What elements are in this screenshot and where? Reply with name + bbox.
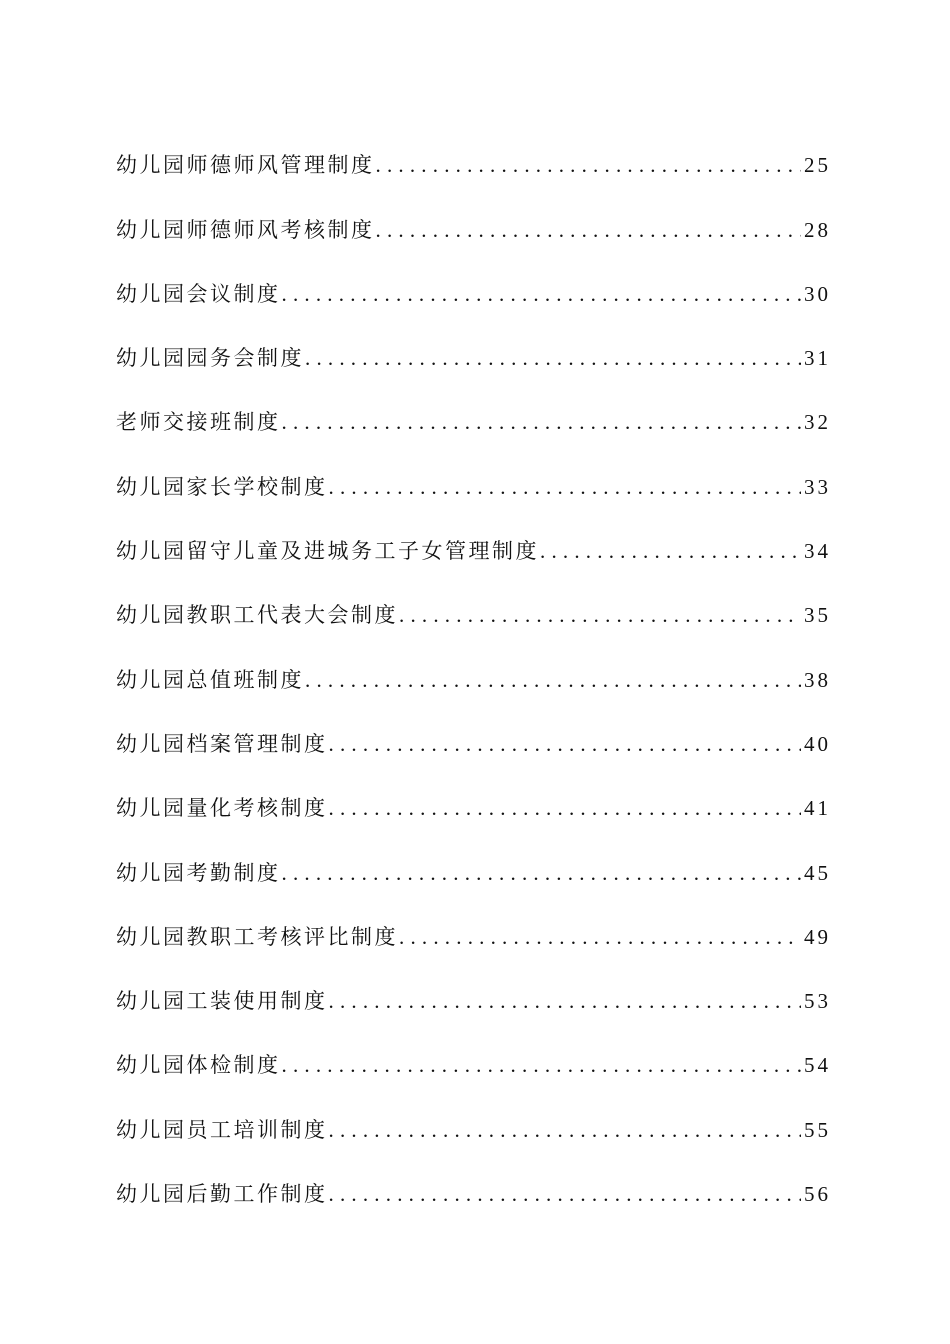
- toc-entry-title: 幼儿园工装使用制度: [116, 989, 328, 1014]
- toc-entry-title: 幼儿园师德师风考核制度: [116, 217, 375, 242]
- toc-dot-leader: [399, 911, 801, 963]
- toc-dot-leader: [329, 461, 802, 513]
- toc-entry-title: 幼儿园留守儿童及进城务工子女管理制度: [116, 539, 539, 564]
- toc-page-number: 54: [804, 1053, 831, 1078]
- toc-page-number: 35: [804, 603, 831, 628]
- toc-entry[interactable]: [116, 384, 831, 448]
- toc-entry[interactable]: [116, 834, 831, 898]
- toc-entry-title: 幼儿园师德师风管理制度: [116, 153, 375, 178]
- toc-entry-title: 幼儿园后勤工作制度: [116, 1182, 328, 1207]
- toc-entry-title: 幼儿园考勤制度: [116, 860, 281, 885]
- toc-entry[interactable]: [116, 191, 831, 255]
- toc-entry-title: 幼儿园体检制度: [116, 1053, 281, 1078]
- toc-dot-leader: [399, 589, 801, 641]
- toc-entry[interactable]: [116, 513, 831, 577]
- toc-entry-title: 老师交接班制度: [116, 410, 281, 435]
- toc-dot-leader: [282, 847, 802, 899]
- toc-dot-leader: [540, 525, 801, 577]
- toc-page-number: 31: [804, 346, 831, 371]
- toc-dot-leader: [305, 654, 801, 706]
- toc-page-number: 40: [804, 731, 831, 756]
- toc-entry[interactable]: [116, 641, 831, 705]
- toc-page-number: 45: [804, 860, 831, 885]
- toc-entry[interactable]: [116, 127, 831, 191]
- toc-entry[interactable]: [116, 448, 831, 512]
- toc-page-number: 56: [804, 1182, 831, 1207]
- toc-entry[interactable]: [116, 770, 831, 834]
- toc-entry[interactable]: [116, 256, 831, 320]
- toc-dot-leader: [282, 396, 802, 448]
- table-of-contents: [116, 127, 831, 1220]
- toc-page-number: 55: [804, 1117, 831, 1142]
- toc-page-number: 33: [804, 474, 831, 499]
- toc-page-number: 49: [804, 924, 831, 949]
- toc-entry[interactable]: [116, 1091, 831, 1155]
- toc-page-number: 41: [804, 796, 831, 821]
- toc-entry-title: 幼儿园园务会制度: [116, 346, 304, 371]
- toc-entry-title: 幼儿园员工培训制度: [116, 1117, 328, 1142]
- toc-page-number: 53: [804, 989, 831, 1014]
- toc-entry-title: 幼儿园总值班制度: [116, 667, 304, 692]
- toc-dot-leader: [305, 332, 801, 384]
- toc-dot-leader: [329, 782, 802, 834]
- toc-entry-title: 幼儿园档案管理制度: [116, 731, 328, 756]
- toc-entry[interactable]: [116, 899, 831, 963]
- toc-entry[interactable]: [116, 1027, 831, 1091]
- toc-page-number: 32: [804, 410, 831, 435]
- toc-entry-title: 幼儿园家长学校制度: [116, 474, 328, 499]
- toc-dot-leader: [376, 204, 802, 256]
- toc-page-number: 30: [804, 281, 831, 306]
- toc-entry-title: 幼儿园教职工代表大会制度: [116, 603, 398, 628]
- toc-entry[interactable]: [116, 320, 831, 384]
- toc-dot-leader: [329, 1104, 802, 1156]
- toc-dot-leader: [329, 975, 802, 1027]
- toc-dot-leader: [329, 718, 802, 770]
- toc-entry[interactable]: [116, 706, 831, 770]
- toc-entry[interactable]: [116, 1156, 831, 1220]
- toc-entry[interactable]: [116, 577, 831, 641]
- toc-page-number: 34: [804, 539, 831, 564]
- toc-dot-leader: [282, 1039, 802, 1091]
- toc-entry-title: 幼儿园教职工考核评比制度: [116, 924, 398, 949]
- toc-page-number: 28: [804, 217, 831, 242]
- toc-dot-leader: [329, 1168, 802, 1220]
- toc-entry-title: 幼儿园量化考核制度: [116, 796, 328, 821]
- toc-entry-title: 幼儿园会议制度: [116, 281, 281, 306]
- toc-page-number: 25: [804, 153, 831, 178]
- toc-page-number: 38: [804, 667, 831, 692]
- toc-dot-leader: [376, 139, 802, 191]
- toc-entry[interactable]: [116, 963, 831, 1027]
- toc-dot-leader: [282, 268, 802, 320]
